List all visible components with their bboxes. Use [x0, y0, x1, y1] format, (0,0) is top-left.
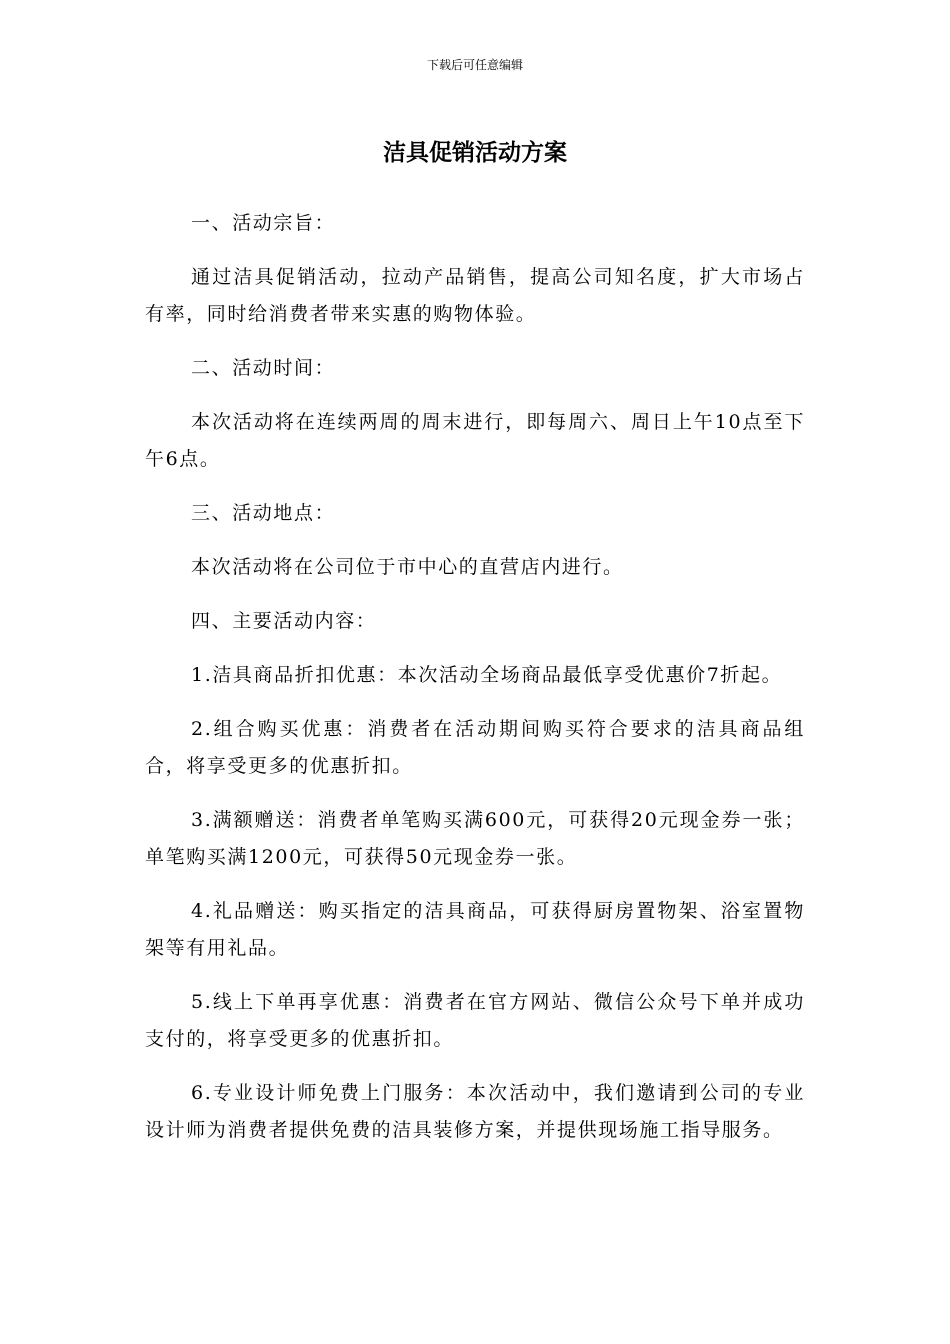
section-heading-content: 四、主要活动内容：	[191, 610, 377, 632]
document-title: 洁具促销活动方案	[383, 140, 567, 166]
content-item-5: 5.线上下单再享优惠：消费者在官方网站、微信公众号下单并成功支付的，将享受更多的优惠折扣。	[145, 991, 805, 1050]
header-note: 下载后可任意编辑	[426, 58, 523, 72]
content-item-6: 6.专业设计师免费上门服务：本次活动中，我们邀请到公司的专业设计师为消费者提供免费的洁具装修方案，并提供现场施工指导服务。	[145, 1082, 805, 1141]
time-text: 本次活动将在连续两周的周末进行，即每周六、周日上午10点至下午6点。	[145, 411, 805, 470]
document-body	[145, 205, 805, 1166]
section-heading-purpose: 一、活动宗旨：	[191, 212, 336, 234]
content-item-4: 4.礼品赠送：购买指定的洁具商品，可获得厨房置物架、浴室置物架等有用礼品。	[145, 900, 805, 959]
purpose-text: 通过洁具促销活动，拉动产品销售，提高公司知名度，扩大市场占有率，同时给消费者带来实惠的购物体验。	[145, 266, 805, 325]
location-text: 本次活动将在公司位于市中心的直营店内进行。	[191, 556, 624, 578]
section-heading-time: 二、活动时间：	[191, 357, 336, 379]
content-item-3: 3.满额赠送：消费者单笔购买满600元，可获得20元现金券一张；单笔购买满1200元，可获得50元现金券一张。	[145, 809, 805, 868]
section-heading-location: 三、活动地点：	[191, 502, 336, 524]
content-item-1: 1.洁具商品折扣优惠：本次活动全场商品最低享受优惠价7折起。	[191, 664, 783, 686]
content-item-2: 2.组合购买优惠：消费者在活动期间购买符合要求的洁具商品组合，将享受更多的优惠折扣。	[145, 718, 805, 777]
